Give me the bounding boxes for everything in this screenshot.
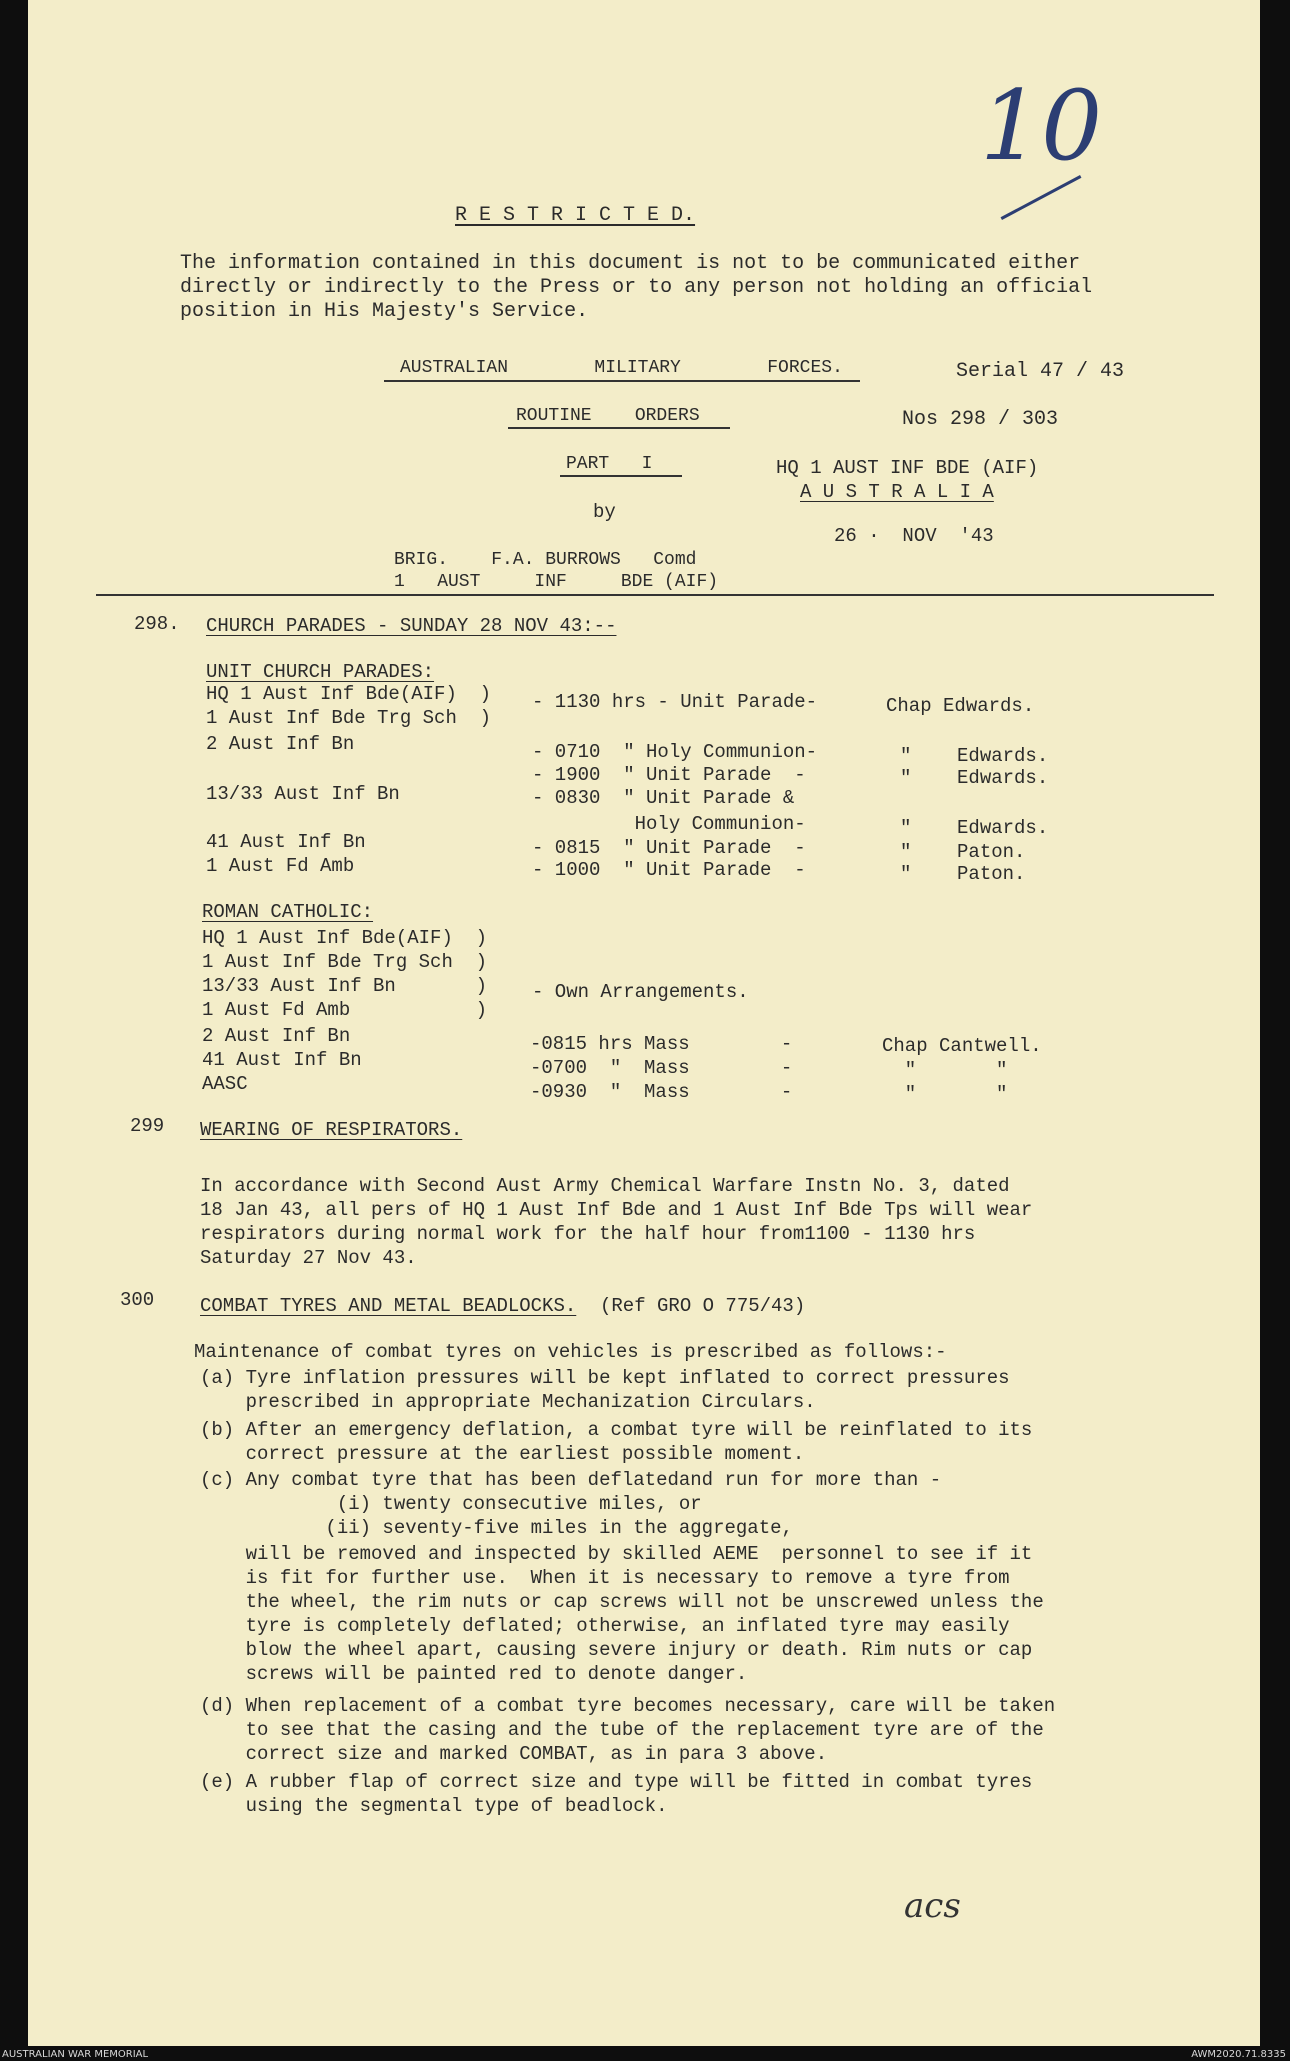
list-item: (d) When replacement of a combat tyre becomes necessary, care will be taken <box>200 1695 1056 1717</box>
unit-church-parades-heading: UNIT CHURCH PARADES: <box>206 661 435 683</box>
restricted-heading: R E S T R I C T E D. <box>455 204 696 227</box>
roman-catholic-heading: ROMAN CATHOLIC: <box>202 901 374 923</box>
table-row: 1 Aust Fd Amb <box>206 855 355 877</box>
section-300-reference: (Ref GRO O 775/43) <box>600 1295 806 1317</box>
table-row: 1 Aust Inf Bde Trg Sch ) <box>202 951 488 973</box>
table-row: 1 Aust Fd Amb ) <box>202 999 488 1021</box>
table-row: 13/33 Aust Inf Bn <box>206 783 400 805</box>
table-row: 41 Aust Inf Bn <box>202 1049 362 1071</box>
table-row: HQ 1 Aust Inf Bde(AIF) ) <box>206 683 492 705</box>
handwritten-page-number: 10 <box>980 70 1103 182</box>
part-title: PART I <box>566 454 653 474</box>
section-300-title: COMBAT TYRES AND METAL BEADLOCKS. <box>200 1295 577 1317</box>
table-row: - 1900 " Unit Parade - <box>532 764 806 786</box>
document-page: 10 R E S T R I C T E D. The information contained in this document is not to be communicated either directly or indirectly to the Press or to any person not holding an official position in His Majesty's Service. AUSTRALIAN MILITARY FORCES. Serial 47 / 43 ROUTINE ORDERS Nos 298 / 303 PART I HQ 1 AUST INF BDE (AIF) A U S T R A L I A by 26 · NOV '43 BRIG. F.A. BURROWS Comd 1 AUST INF BDE (AIF) 298. CHURCH PARADES - SUNDAY 28 NOV 43:-- UNIT CHURCH PARADES: HQ 1 Aust Inf Bde(AIF) ) - 1130 hrs - Unit Parade- Chap Edwards. 1 Aust Inf Bde Trg Sch ) 2 Aust Inf Bn - 0710 " Holy Communion- " Edwards. - 1900 " Unit Parade - " Edwards. 13/33 Aust Inf Bn - 0830 " Unit Parade & Holy Communion- " Edwards. 41 Aust Inf Bn - 0815 " Unit Parade - " Paton. 1 Aust Fd Amb - 1000 " Unit Parade - " Paton. ROMAN CATHOLIC: HQ 1 Aust Inf Bde(AIF) ) 1 Aust Inf Bde Trg Sch ) 13/33 Aust Inf Bn ) - Own Arrangements. 1 Aust Fd Amb ) 2 Aust Inf Bn -0815 hrs Mass - Chap Cantwell. 41 Aust Inf Bn -0700 " Mass - " " AASC -0930 " Mass - " " 299 WEARING OF RESPIRATORS. In accordance with Second Aust Army Chemical Warfare Instn No. 3, dated 18 Jan 43, all pers of HQ 1 Aust Inf Bde and 1 Aust Inf Bde Tps will wear respirators during normal work for the half hour from1100 - 1130 hrs Saturday 27 Nov 43. 300 COMBAT TYRES AND METAL BEADLOCKS. (Ref GRO O 775/43) Maintenance of combat tyres on vehicles is prescribed as follows:- (a) Tyre inflation pressures will be kept inflated to correct pressures prescribed in appropriate Mechanization Circulars. (b) After an emergency deflation, a combat tyre will be reinflated to its correct pressure at the earliest possible moment. (c) Any combat tyre that has been deflatedand run for more than - (i) twenty consecutive miles, or (ii) seventy-five miles in the aggregate, will be removed and inspected by skilled AEME personnel to see if it is fit for further use. When it is necessary to remove a tyre from the wheel, the rim nuts or cap screws will not be unscrewed unless the tyre is completely deflated; otherwise, an inflated tyre may easily blow the wheel apart, causing severe injury or death. Rim nuts or cap screws will be painted red to denote danger. (d) When replacement of a combat tyre becomes necessary, care will be taken to see that the casing and the tube of the replacement tyre are of the correct size and marked COMBAT, as in para 3 above. (e) A rubber flap of correct size and type will be fitted in combat tyres using the segmental type of beadlock. acs <box>28 0 1260 2046</box>
serial-number: Serial 47 / 43 <box>956 360 1125 383</box>
commander-unit: 1 AUST INF BDE (AIF) <box>394 572 719 592</box>
table-row: Holy Communion- <box>532 813 806 835</box>
table-row: 2 Aust Inf Bn <box>206 733 355 755</box>
commander-name: BRIG. F.A. BURROWS Comd <box>394 550 697 570</box>
section-300-number: 300 <box>120 1289 155 1311</box>
footer-source: AUSTRALIAN WAR MEMORIAL <box>2 2049 149 2060</box>
table-row: - 0710 " Holy Communion- <box>532 741 818 763</box>
table-row: 13/33 Aust Inf Bn ) <box>202 975 488 997</box>
list-item: (a) Tyre inflation pressures will be kept inflated to correct pressures <box>200 1367 1010 1389</box>
forces-underline <box>384 380 860 382</box>
table-row: 2 Aust Inf Bn <box>202 1025 351 1047</box>
table-row: 1 Aust Inf Bde Trg Sch ) <box>206 707 492 729</box>
header-divider <box>96 594 1214 596</box>
list-item: (c) Any combat tyre that has been deflatedand run for more than - <box>200 1469 942 1491</box>
country: A U S T R A L I A <box>800 481 994 503</box>
list-item: (e) A rubber flap of correct size and type will be fitted in combat tyres <box>200 1771 1033 1793</box>
table-row: 41 Aust Inf Bn <box>206 831 366 853</box>
section-299-number: 299 <box>130 1115 165 1137</box>
forces-title: AUSTRALIAN MILITARY FORCES. <box>400 358 843 378</box>
handwritten-initials: acs <box>904 1886 961 1926</box>
by-label: by <box>593 501 616 523</box>
section-298-number: 298. <box>134 613 180 635</box>
order-date: 26 · NOV '43 <box>834 525 994 547</box>
routine-orders-underline <box>508 427 730 429</box>
table-row: AASC <box>202 1073 248 1095</box>
routine-orders-title: ROUTINE ORDERS <box>516 406 700 426</box>
section-299-title: WEARING OF RESPIRATORS. <box>200 1119 463 1141</box>
section-300-intro: Maintenance of combat tyres on vehicles is prescribed as follows:- <box>194 1341 947 1363</box>
headquarters: HQ 1 AUST INF BDE (AIF) <box>776 457 1039 479</box>
footer-accession-number: AWM2020.71.8335 <box>1191 2049 1286 2060</box>
section-298-title: CHURCH PARADES - SUNDAY 28 NOV 43:-- <box>206 615 617 637</box>
order-numbers: Nos 298 / 303 <box>902 408 1059 431</box>
list-item: (b) After an emergency deflation, a combat tyre will be reinflated to its <box>200 1419 1033 1441</box>
table-row: HQ 1 Aust Inf Bde(AIF) ) <box>202 927 488 949</box>
part-underline <box>560 475 682 477</box>
